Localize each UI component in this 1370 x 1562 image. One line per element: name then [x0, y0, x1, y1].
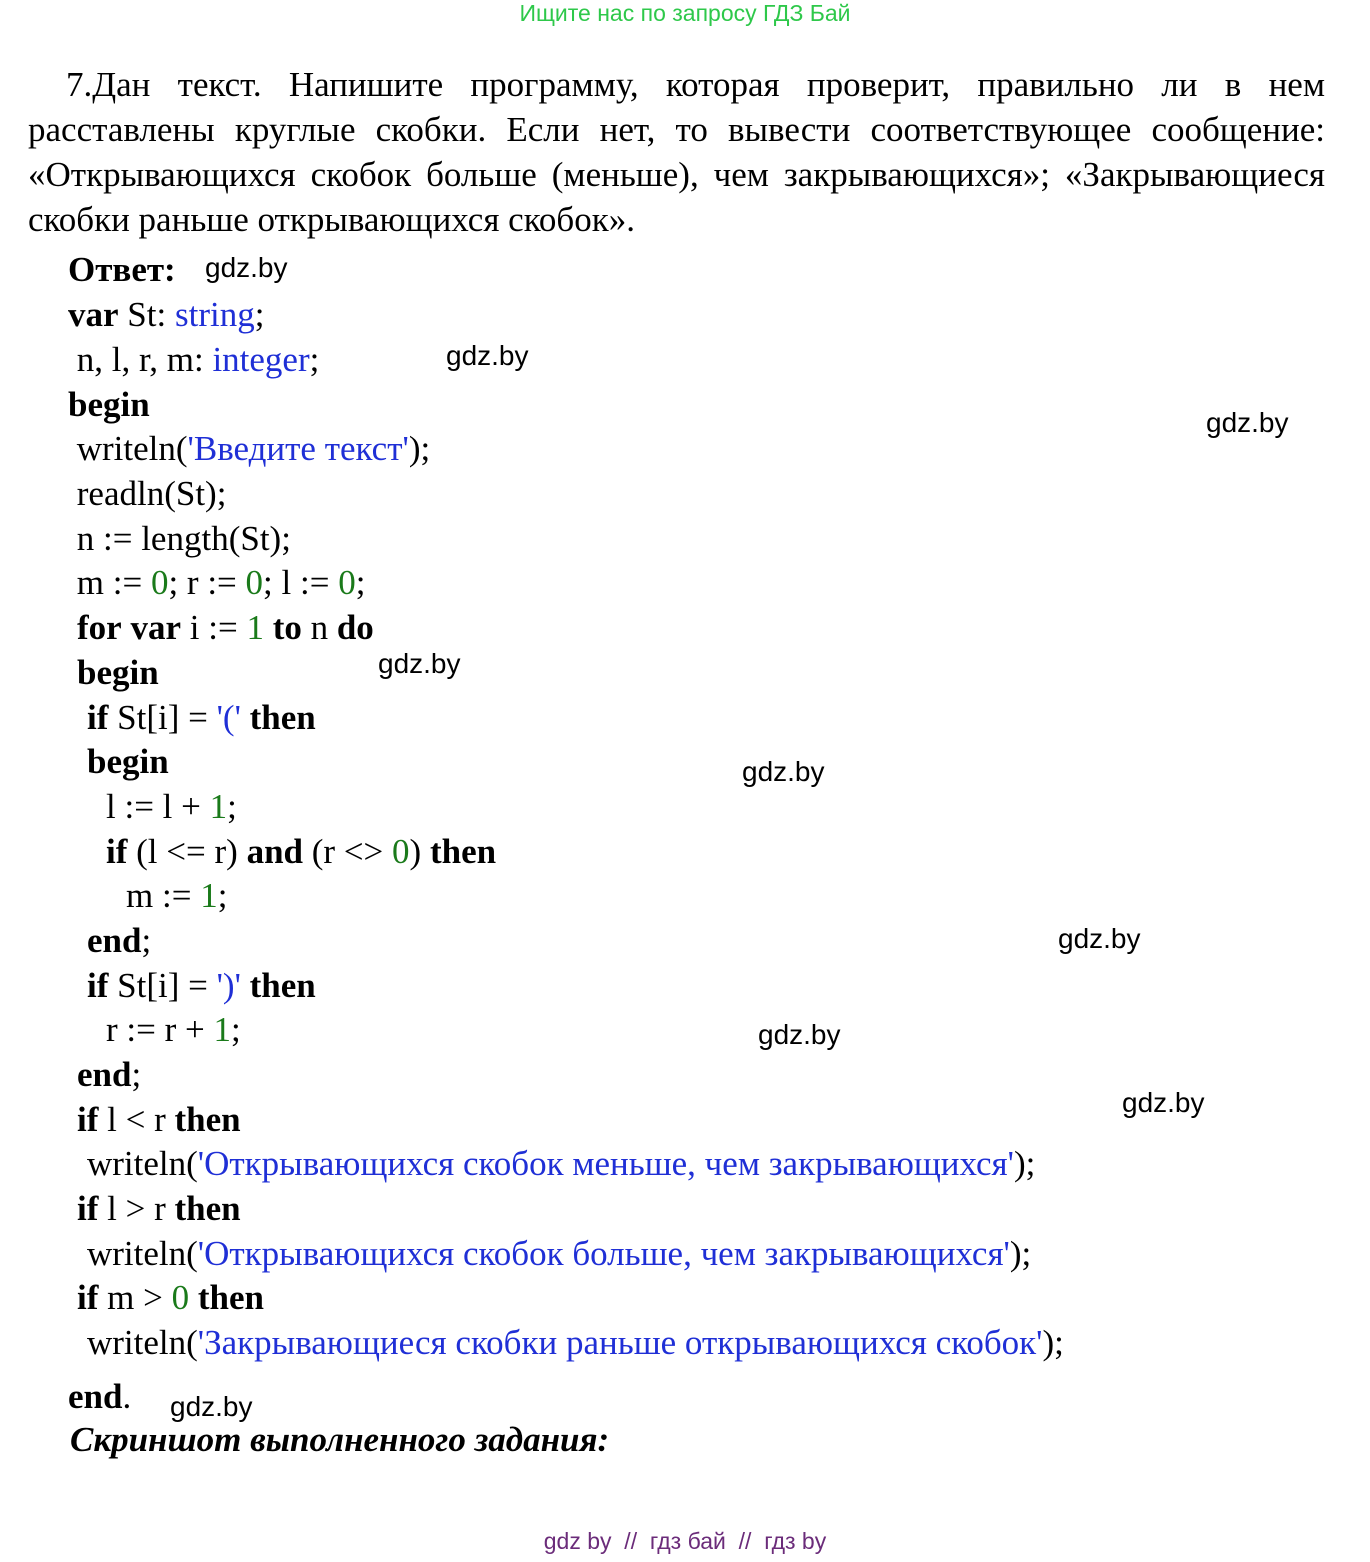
- answer-label: Ответ:: [68, 250, 176, 289]
- code-line: n := length(St);: [68, 519, 291, 558]
- watermark: gdz.by: [1058, 923, 1141, 954]
- watermark: gdz.by: [742, 756, 825, 787]
- watermark: gdz.by: [758, 1019, 841, 1050]
- code-line: begin: [87, 742, 169, 781]
- code-line: for var i := 1 to n do: [77, 608, 374, 647]
- watermark: gdz.by: [1122, 1087, 1205, 1118]
- watermark: gdz.by: [446, 340, 529, 371]
- code-line: end;: [87, 921, 152, 960]
- code-line: if m > 0 then: [77, 1278, 264, 1317]
- watermark: gdz.by: [205, 252, 288, 283]
- code-line: l := l + 1;: [106, 787, 237, 826]
- top-banner[interactable]: Ищите нас по запросу ГДЗ Бай: [519, 0, 851, 26]
- code-line: if l > r then: [77, 1189, 241, 1228]
- code-line: writeln('Введите текст');: [68, 429, 431, 468]
- footer-links[interactable]: gdz by // гдз бай // гдз by: [543, 1528, 827, 1554]
- code-line: writeln('Открывающихся скобок меньше, чем закрывающихся');: [87, 1144, 1036, 1183]
- code-line: n, l, r, m: integer;: [68, 340, 320, 379]
- code-line: writeln('Открывающихся скобок больше, чем закрывающихся');: [87, 1234, 1032, 1273]
- watermark: gdz.by: [1206, 407, 1289, 438]
- code-line: if (l <= r) and (r <> 0) then: [106, 832, 497, 871]
- code-line: var St: string;: [68, 295, 265, 334]
- code-line: end;: [77, 1055, 142, 1094]
- code-line: begin: [77, 653, 159, 692]
- code-line: end.: [68, 1377, 132, 1416]
- code-line: if l < r then: [77, 1100, 241, 1139]
- code-line: r := r + 1;: [106, 1010, 241, 1049]
- code-line: readln(St);: [68, 474, 227, 513]
- watermark: gdz.by: [378, 648, 461, 679]
- watermark: gdz.by: [170, 1391, 253, 1422]
- code-line: writeln('Закрывающиеся скобки раньше открывающихся скобок');: [87, 1323, 1064, 1362]
- task-text: 7.Дан текст. Напишите программу, которая проверит, правильно ли в нем расставлены круглые скобки. Если нет, то вывести соответствующее сообщение: «Открывающихся скобок больше (меньше), чем закрывающихся»; «Закрывающиеся скобки раньше открывающихся скобок».: [28, 65, 1325, 239]
- code-line: m := 1;: [126, 876, 228, 915]
- code-line: if St[i] = '(' then: [87, 698, 316, 737]
- code-line: if St[i] = ')' then: [87, 966, 316, 1005]
- code-line: begin: [68, 385, 150, 424]
- screenshot-caption: Скриншот выполненного задания:: [70, 1420, 610, 1459]
- code-line: m := 0; r := 0; l := 0;: [68, 563, 366, 602]
